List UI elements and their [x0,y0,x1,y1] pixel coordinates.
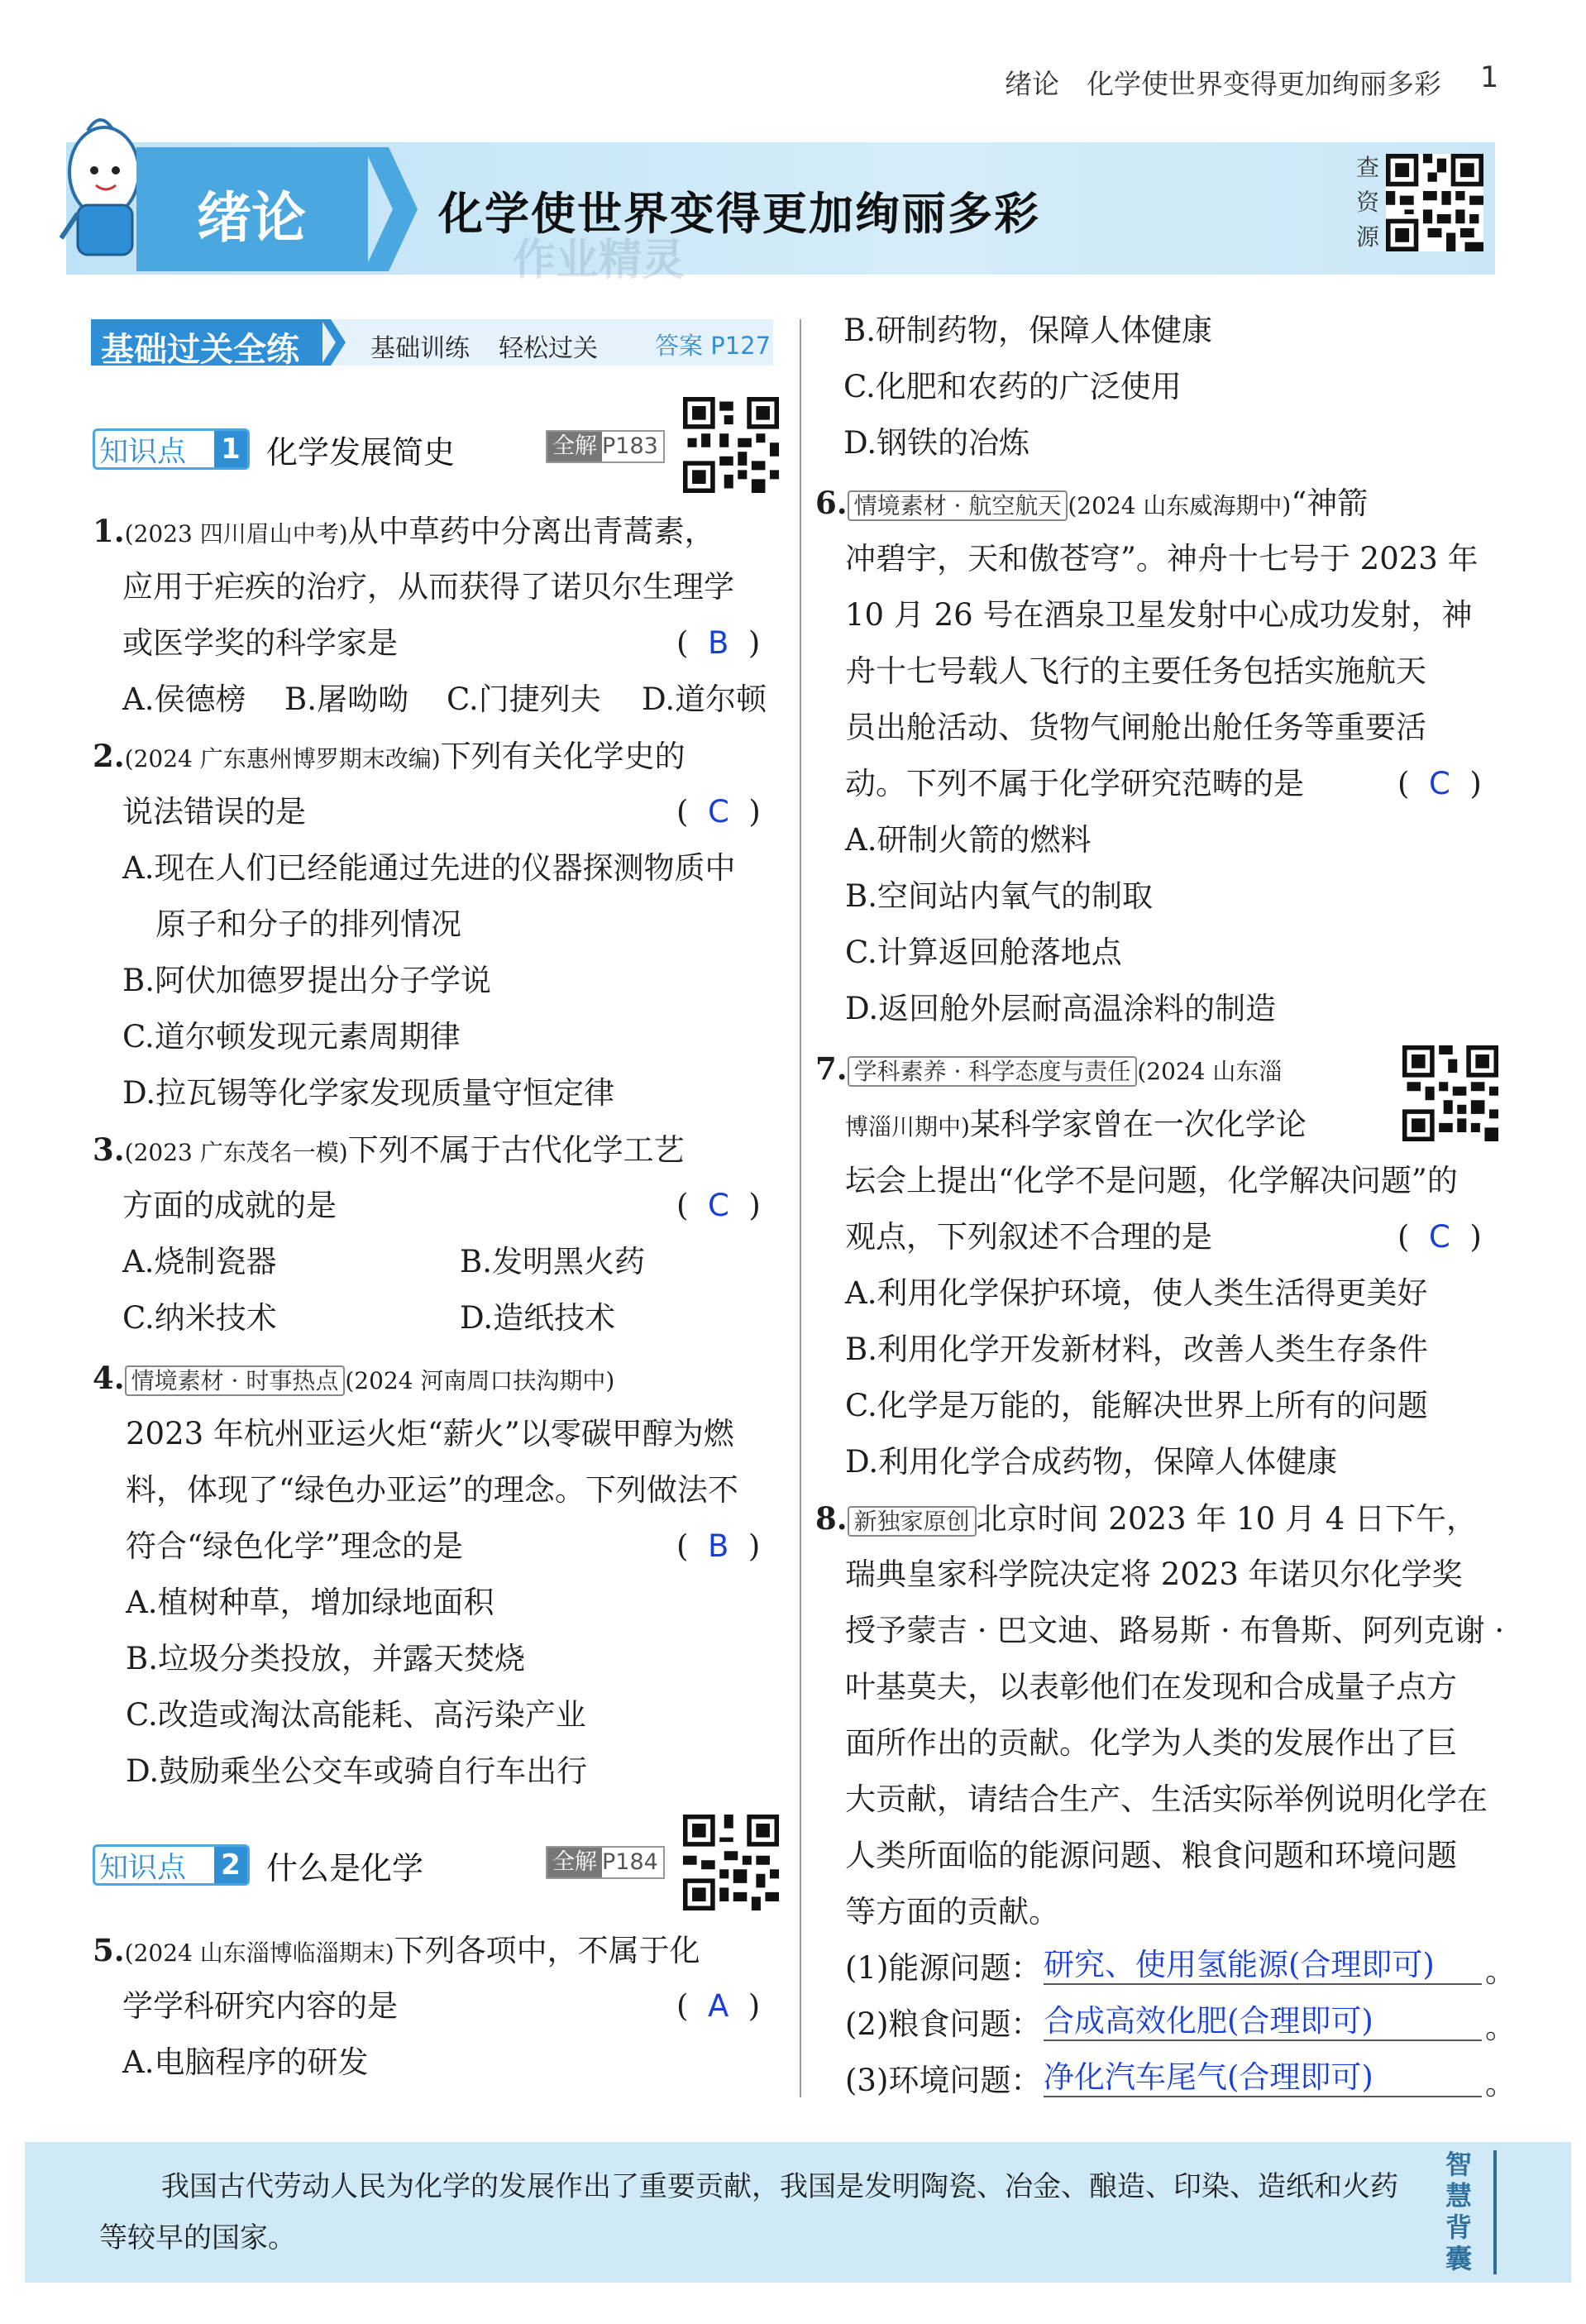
question-number: 4. [93,1360,125,1396]
memo-bar [1493,2150,1497,2274]
full-solution-page: P183 [602,433,658,459]
option: A.现在人们已经能通过先进的仪器探测物质中 [122,850,736,886]
question-text: 等方面的贡献。 [845,1894,1059,1929]
question-text: 叶基莫夫，以表彰他们在发现和合成量子点方 [845,1669,1457,1705]
watermark: 作业精灵 [513,236,686,285]
question-1 [93,513,715,552]
knowledge-point-number: 1 [214,431,247,467]
question-text: 人类所面临的能源问题、粮食问题和环境问题 [845,1838,1457,1873]
period: 。 [1485,2010,1516,2045]
option: C.计算返回舱落地点 [845,935,1122,970]
question-text: 或医学奖的科学家是 [122,625,398,661]
question-2 [93,738,686,777]
question-text: “神箭 [1291,485,1369,521]
option: C.化学是万能的，能解决世界上所有的问题 [845,1388,1428,1423]
option: D.利用化学合成药物，保障人体健康 [845,1444,1338,1480]
context-tag: 新独家原创 [848,1506,977,1537]
answer: C [707,1188,729,1223]
option: D.钢铁的冶炼 [843,425,1030,461]
question-text: 面所作出的贡献。化学为人类的发展作出了巨 [845,1725,1457,1761]
option: C.化肥和农药的广泛使用 [843,369,1182,404]
qr-code-icon[interactable] [683,1815,779,1910]
sub-question-label: (3)环境问题： [845,2063,1042,2098]
memo-text: 我国古代劳动人民为化学的发展作出了重要贡献，我国是发明陶瓷、冶金、酿造、印染、造纸和火药 [161,2170,1398,2203]
question-text: 某科学家曾在一次化学论 [969,1107,1307,1142]
period: 。 [1485,1953,1516,1989]
knowledge-point-title: 什么是化学 [266,1850,424,1886]
question-number: 1. [93,513,125,549]
answer-reference: 答案 P127 [655,332,772,360]
context-tag: 情境素材 · 时事热点 [125,1365,346,1396]
answer: C [1428,766,1450,801]
question-7 [815,1050,1282,1090]
option: C.门捷列夫 [447,681,601,717]
memo-text: 等较早的国家。 [99,2221,296,2255]
question-5 [93,1932,700,1972]
question-text: 授予蒙吉 · 巴文迪、路易斯 · 布鲁斯、阿列克谢 · [845,1613,1505,1648]
answer-bracket: ( C ) [676,794,761,830]
question-text: 方面的成就的是 [122,1188,337,1223]
option: 原子和分子的排列情况 [155,906,461,942]
answer-bracket: ( B ) [676,625,761,661]
question-number: 5. [93,1932,125,1968]
section-subtitle: 基础训练 [370,334,470,363]
question-source: (2024 山东淄博临淄期末) [124,1939,394,1967]
question-number: 7. [815,1050,848,1087]
option: A.电脑程序的研发 [122,2044,369,2080]
option: D.拉瓦锡等化学家发现质量守恒定律 [122,1075,615,1111]
question-7-line2 [845,1107,1307,1145]
question-text: 员出舱活动、货物气闸舱出舱任务等重要活 [845,710,1426,745]
question-text: 10 月 26 号在酒泉卫星发射中心成功发射，神 [845,597,1473,633]
question-text: 瑞典皇家科学院决定将 2023 年诺贝尔化学奖 [845,1557,1463,1592]
option: D.鼓励乘坐公交车或骑自行车出行 [126,1753,588,1789]
qr-code-icon[interactable] [1386,154,1483,251]
question-source: (2024 山东淄 [1137,1058,1283,1085]
answer-bracket: ( C ) [1397,1219,1482,1255]
question-number: 6. [815,485,848,521]
question-text: 料，体现了“绿色办亚运”的理念。下列做法不 [126,1472,738,1508]
option: B.垃圾分类投放，并露天焚烧 [126,1641,525,1676]
question-source: (2024 河南周口扶沟期中) [345,1367,615,1394]
fill-answer [1044,1947,1482,1985]
question-text: 从中草药中分离出青蒿素， [347,514,715,549]
option: B.空间站内氧气的制取 [845,878,1153,914]
question-text: 符合“绿色化学”理念的是 [126,1528,463,1564]
question-text: 动。下列不属于化学研究范畴的是 [845,766,1304,801]
question-text: 下列有关化学史的 [440,739,686,774]
question-4 [93,1360,614,1399]
question-source: (2024 山东威海期中) [1068,492,1292,519]
period: 。 [1485,2066,1516,2102]
question-number: 3. [93,1131,125,1168]
question-text: 大贡献，请结合生产、生活实际举例说明化学在 [845,1781,1488,1817]
answer: C [1428,1219,1450,1255]
option: C.道尔顿发现元素周期律 [122,1019,461,1054]
answer-bracket: ( B ) [676,1528,761,1564]
question-source: (2023 广东茂名一模) [124,1139,348,1166]
full-solution-ref [546,430,665,463]
knowledge-point-title: 化学发展简史 [266,434,456,471]
chapter-title: 化学使世界变得更加绚丽多彩 [438,188,1040,240]
question-text: 2023 年杭州亚运火炬“薪火”以零碳甲醇为燃 [126,1416,734,1451]
option: A.研制火箭的燃料 [845,822,1092,858]
question-text: 应用于疟疾的治疗，从而获得了诺贝尔生理学 [122,569,734,605]
answer: 净化汽车尾气(合理即可) [1044,2059,1373,2095]
memo-tab: 智慧背囊 [1445,2149,1473,2274]
option: D.道尔顿 [642,681,767,717]
sub-question-label: (2)粮食问题： [845,2006,1042,2042]
question-text: 北京时间 2023 年 10 月 4 日下午， [976,1501,1478,1537]
question-6 [815,485,1368,524]
option: C.改造或淘汰高能耗、高污染产业 [126,1697,586,1733]
resource-label: 查资源 [1356,154,1380,251]
answer: 研究、使用氢能源(合理即可) [1044,1947,1435,1982]
page-number: 1 [1480,61,1499,94]
full-solution-label: 全解 [547,1848,602,1877]
column-divider [800,319,801,2097]
knowledge-point-label: 知识点 [99,1852,187,1885]
question-8 [815,1500,1477,1540]
answer: A [707,1988,729,2024]
option: B.利用化学开发新材料，改善人类生存条件 [845,1332,1428,1367]
section-label: 基础过关全练 [101,331,299,369]
chevron-right-icon [364,147,422,271]
question-source: (2023 四川眉山中考) [124,520,348,548]
question-text: 冲碧宇，天和傲苍穹”。神舟十七号于 2023 年 [845,541,1479,576]
question-text: 学学科研究内容的是 [122,1988,398,2024]
full-solution-label: 全解 [547,432,602,461]
question-source: (2024 广东惠州博罗期末改编) [124,745,441,772]
full-solution-page: P184 [602,1849,658,1875]
option: A.烧制瓷器 [122,1244,277,1279]
option: D.造纸技术 [460,1300,616,1336]
answer: B [707,625,729,661]
section-subtitle: 轻松过关 [499,334,598,363]
question-3 [93,1131,685,1171]
context-tag: 情境素材 · 航空航天 [848,490,1068,521]
question-text: 下列不属于古代化学工艺 [347,1132,685,1168]
sub-question-label: (1)能源问题： [845,1950,1042,1986]
answer-bracket: ( A ) [676,1988,761,2024]
question-text: 说法错误的是 [122,794,306,830]
question-number: 2. [93,738,125,774]
option: B.研制药物，保障人体健康 [843,313,1212,348]
answer-bracket: ( C ) [1397,766,1482,801]
chevron-right-icon [321,319,354,366]
answer: B [707,1528,729,1564]
option: A.利用化学保护环境，使人类生活得更美好 [845,1275,1428,1311]
question-text: 坛会上提出“化学不是问题，化学解决问题”的 [845,1163,1458,1198]
answer: 合成高效化肥(合理即可) [1044,2003,1373,2039]
fill-answer [1044,2003,1482,2041]
knowledge-point-label: 知识点 [99,436,187,469]
answer-bracket: ( C ) [676,1188,761,1223]
question-source: 博淄川期中) [845,1113,970,1140]
answer: C [707,794,729,830]
option: A.植树种草，增加绿地面积 [126,1585,494,1620]
option: B.阿伏加德罗提出分子学说 [122,963,491,998]
question-text: 下列各项中，不属于化 [394,1933,700,1968]
question-text: 舟十七号载人飞行的主要任务包括实施航天 [845,653,1426,689]
full-solution-ref [546,1846,665,1879]
question-text: 观点，下列叙述不合理的是 [845,1219,1212,1255]
option: A.侯德榜 [122,681,246,717]
qr-code-icon[interactable] [683,397,779,493]
qr-code-icon[interactable] [1402,1045,1498,1141]
option: C.纳米技术 [122,1300,277,1336]
fill-answer [1044,2059,1482,2097]
question-number: 8. [815,1500,848,1537]
chapter-label: 绪论 [197,186,306,250]
option: B.屠呦呦 [284,681,408,717]
option: D.返回舱外层耐高温涂料的制造 [845,991,1277,1026]
knowledge-point-number: 2 [214,1847,247,1883]
running-header: 绪论 化学使世界变得更加绚丽多彩 [1005,68,1441,100]
context-tag: 学科素养 · 科学态度与责任 [848,1056,1138,1087]
option: B.发明黑火药 [460,1244,645,1279]
